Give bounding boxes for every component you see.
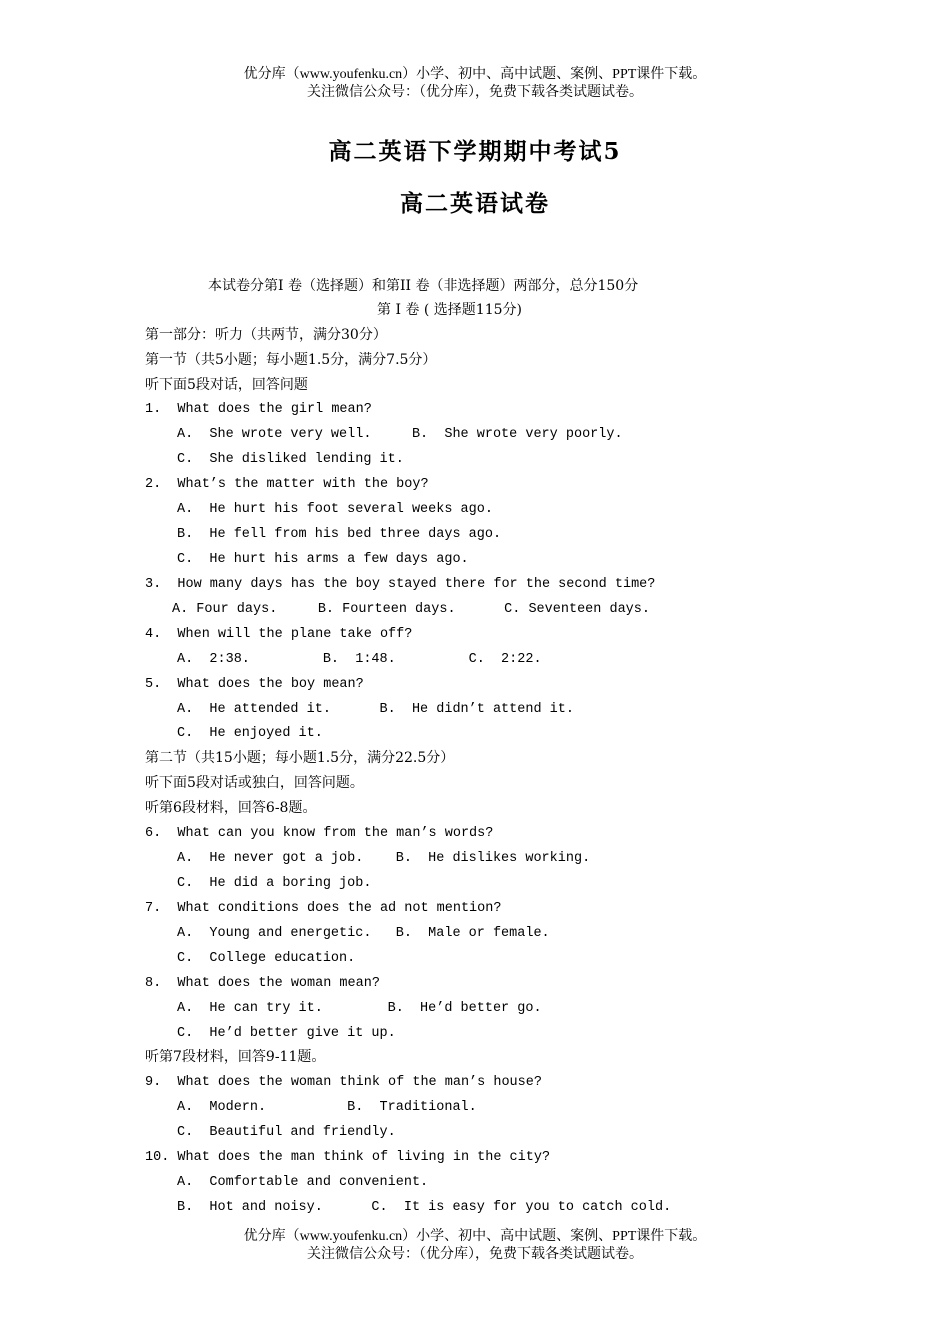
exam-title: 高二英语下学期期中考试5: [328, 138, 622, 165]
question-6-stem: 6. What can you know from the man’s words?: [145, 826, 494, 841]
question-9-option-c: C. Beautiful and friendly.: [177, 1125, 396, 1140]
section-2-instruction: 听下面5段对话或独白，回答问题。: [145, 775, 364, 791]
passage-7-instruction: 听第7段材料，回答9-11题。: [145, 1049, 326, 1065]
passage-6-instruction: 听第6段材料，回答6-8题。: [145, 800, 317, 816]
footer-line-1: 优分库（www.youfenku.cn）小学、初中、高中试题、案例、PPT课件下载。: [243, 1229, 707, 1244]
question-2-option-c: C. He hurt his arms a few days ago.: [177, 552, 469, 567]
header-line-2: 关注微信公众号：（优分库），免费下载各类试题试卷。: [307, 85, 643, 100]
question-2-option-a: A. He hurt his foot several weeks ago.: [177, 502, 493, 517]
section-2-heading: 第二节（共15小题；每小题1.5分，满分22.5分）: [145, 750, 455, 766]
question-2-option-b: B. He fell from his bed three days ago.: [177, 527, 502, 542]
question-10-options-bc: B. Hot and noisy. C. It is easy for you to catch cold.: [177, 1200, 672, 1215]
exam-intro: 本试卷分第I 卷（选择题）和第II 卷（非选择题）两部分，总分150分: [208, 278, 639, 294]
question-7-stem: 7. What conditions does the ad not mention?: [145, 901, 502, 916]
question-10-option-a: A. Comfortable and convenient.: [177, 1175, 429, 1190]
question-8-option-c: C. He’d better give it up.: [177, 1026, 396, 1041]
question-4-stem: 4. When will the plane take off?: [145, 627, 413, 642]
section-1-heading: 第一节（共5小题；每小题1.5分，满分7.5分）: [145, 352, 437, 368]
question-1-stem: 1. What does the girl mean?: [145, 402, 372, 417]
question-7-options-ab: A. Young and energetic. B. Male or female.: [177, 926, 550, 941]
question-4-options: A. 2:38. B. 1:48. C. 2:22.: [177, 652, 542, 667]
question-7-option-c: C. College education.: [177, 951, 356, 966]
exam-subtitle: 高二英语试卷: [400, 190, 550, 217]
question-5-option-c: C. He enjoyed it.: [177, 726, 323, 741]
question-8-options-ab: A. He can try it. B. He’d better go.: [177, 1001, 542, 1016]
question-6-options-ab: A. He never got a job. B. He dislikes working.: [177, 851, 591, 866]
question-5-stem: 5. What does the boy mean?: [145, 677, 364, 692]
question-1-option-c: C. She disliked lending it.: [177, 452, 404, 467]
question-9-stem: 9. What does the woman think of the man’s house?: [145, 1075, 542, 1090]
question-5-options-ab: A. He attended it. B. He didn’t attend it.: [177, 702, 574, 717]
question-6-option-c: C. He did a boring job.: [177, 876, 372, 891]
volume-1-heading: 第 I 卷 ( 选择题115分): [377, 302, 522, 318]
question-2-stem: 2. What’s the matter with the boy?: [145, 477, 429, 492]
question-10-stem: 10. What does the man think of living in the city?: [145, 1150, 551, 1165]
section-1-instruction: 听下面5段对话，回答问题: [145, 377, 308, 393]
footer-line-2: 关注微信公众号：（优分库），免费下载各类试题试卷。: [307, 1247, 643, 1262]
part-1-heading: 第一部分：听力（共两节，满分30分）: [145, 327, 387, 343]
header-line-1: 优分库（www.youfenku.cn）小学、初中、高中试题、案例、PPT课件下载。: [243, 67, 707, 82]
question-8-stem: 8. What does the woman mean?: [145, 976, 380, 991]
question-3-stem: 3. How many days has the boy stayed there for the second time?: [145, 577, 656, 592]
question-9-options-ab: A. Modern. B. Traditional.: [177, 1100, 477, 1115]
question-1-options-ab: A. She wrote very well. B. She wrote very poorly.: [177, 427, 623, 442]
question-3-options: A. Four days. B. Fourteen days. C. Seventeen days.: [172, 602, 650, 617]
